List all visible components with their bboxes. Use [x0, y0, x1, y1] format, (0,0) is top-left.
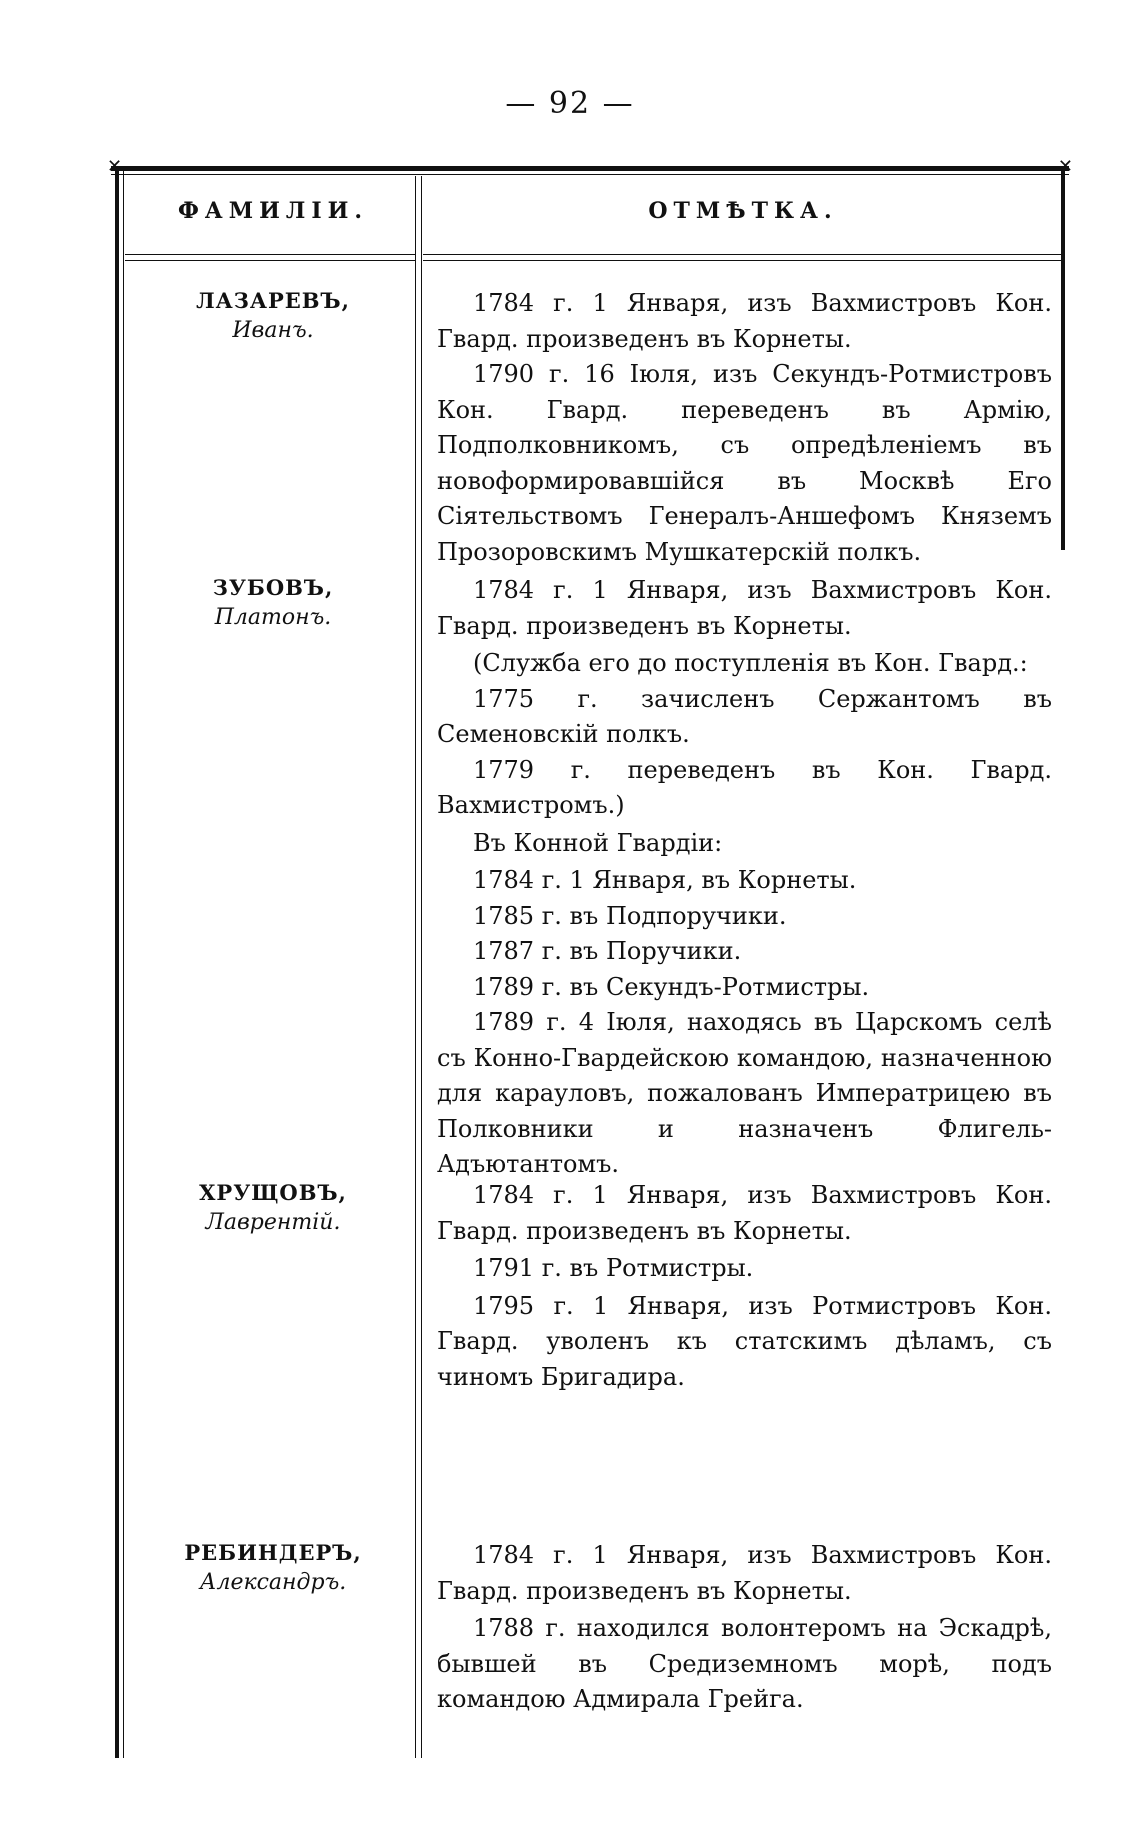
right-border [1061, 170, 1065, 550]
note-line: 1789 г. въ Секундъ-Ротмистры. [473, 972, 870, 1001]
left-border [115, 170, 119, 1758]
note-line: (Служба его до поступленiя въ Кон. Гвард.: [473, 649, 1028, 677]
surname: РЕБИНДЕРЪ, [184, 1540, 362, 1565]
top-rule-thin [111, 174, 1069, 175]
note-line: 1790 г. 16 Iюля, изъ Секундъ-Ротмистровъ Кон. Гвард. переведенъ въ Армiю, Подполковникомъ, съ опредѣленiемъ въ новоформировавшiйся въ Москвѣ Его Сiятельствомъ Генералъ-Аншефомъ Княземъ Прозоровскимъ Мушкатерскiй полкъ. [437, 360, 1052, 566]
note-line: 1785 г. въ Подпоручики. [473, 901, 787, 930]
given-name: Иванъ. [232, 318, 314, 343]
surname: ЛАЗАРЕВЪ, [196, 288, 350, 313]
note-line: 1779 г. переведенъ въ Кон. Гвард. Вахмистромъ.) [437, 755, 1052, 819]
left-border-thin [123, 170, 124, 1758]
note-line: 1784 г. 1 Января, изъ Вахмистровъ Кон. Гвард. произведенъ въ Корнеты. [437, 1181, 1052, 1245]
note-line: 1784 г. 1 Января, изъ Вахмистровъ Кон. Гвард. произведенъ въ Корнеты. [437, 289, 1052, 353]
corner-ornament-icon: ✕ [107, 156, 123, 177]
note-line: 1784 г. 1 Января, въ Корнеты. [473, 866, 857, 894]
surname: ХРУЩОВЪ, [199, 1180, 347, 1205]
header-rule [125, 254, 415, 255]
note-line: 1788 г. находился волонтеромъ на Эскадрѣ, бывшей въ Средиземномъ морѣ, подъ командою Адмирала Грейга. [437, 1614, 1052, 1713]
name-block [131, 1538, 415, 1598]
given-name: Лаврентiй. [205, 1210, 341, 1235]
page-number: — 92 — [505, 86, 635, 121]
note-line: Въ Конной Гвардiи: [473, 828, 723, 857]
note-line: 1775 г. зачисленъ Сержантомъ въ Семеновскiй полкъ. [437, 684, 1052, 748]
note-line: 1784 г. 1 Января, изъ Вахмистровъ Кон. Гвард. произведенъ въ Корнеты. [437, 1541, 1052, 1605]
corner-ornament-icon: ✕ [1057, 156, 1073, 177]
name-block [131, 573, 415, 633]
top-rule [111, 166, 1069, 171]
column-header-surnames: ФАМИЛIИ. [177, 198, 369, 224]
note-line: 1784 г. 1 Января, изъ Вахмистровъ Кон. Гвард. произведенъ въ Корнеты. [437, 576, 1052, 640]
column-header-notes: ОТМѢТКА. [648, 198, 838, 224]
header-rule [125, 260, 415, 261]
surname: ЗУБОВЪ, [212, 575, 334, 600]
note-line: 1789 г. 4 Iюля, находясь въ Царскомъ селѣ съ Конно-Гвардейскою командою, назначенною для карауловъ, пожалованъ Императрицею въ Полковники и назначенъ Флигель-Адъютантомъ. [437, 1008, 1052, 1178]
note-line: 1791 г. въ Ротмистры. [473, 1254, 754, 1282]
header-rule [423, 260, 1063, 261]
table-frame [107, 156, 1073, 1758]
column-divider-thin [421, 176, 422, 1758]
name-block [131, 286, 415, 346]
given-name: Платонъ. [214, 605, 332, 630]
service-notes [437, 573, 1052, 1183]
name-block [131, 1178, 415, 1238]
header-rule [423, 254, 1063, 255]
given-name: Александръ. [199, 1570, 347, 1595]
column-divider [415, 176, 416, 1758]
service-notes [437, 1178, 1052, 1395]
service-notes [437, 286, 1052, 570]
service-notes [437, 1538, 1052, 1718]
note-line: 1795 г. 1 Января, изъ Ротмистровъ Кон. Гвард. уволенъ къ статскимъ дѣламъ, съ чиномъ Бригадира. [437, 1291, 1052, 1391]
note-line: 1787 г. въ Поручики. [473, 937, 742, 965]
